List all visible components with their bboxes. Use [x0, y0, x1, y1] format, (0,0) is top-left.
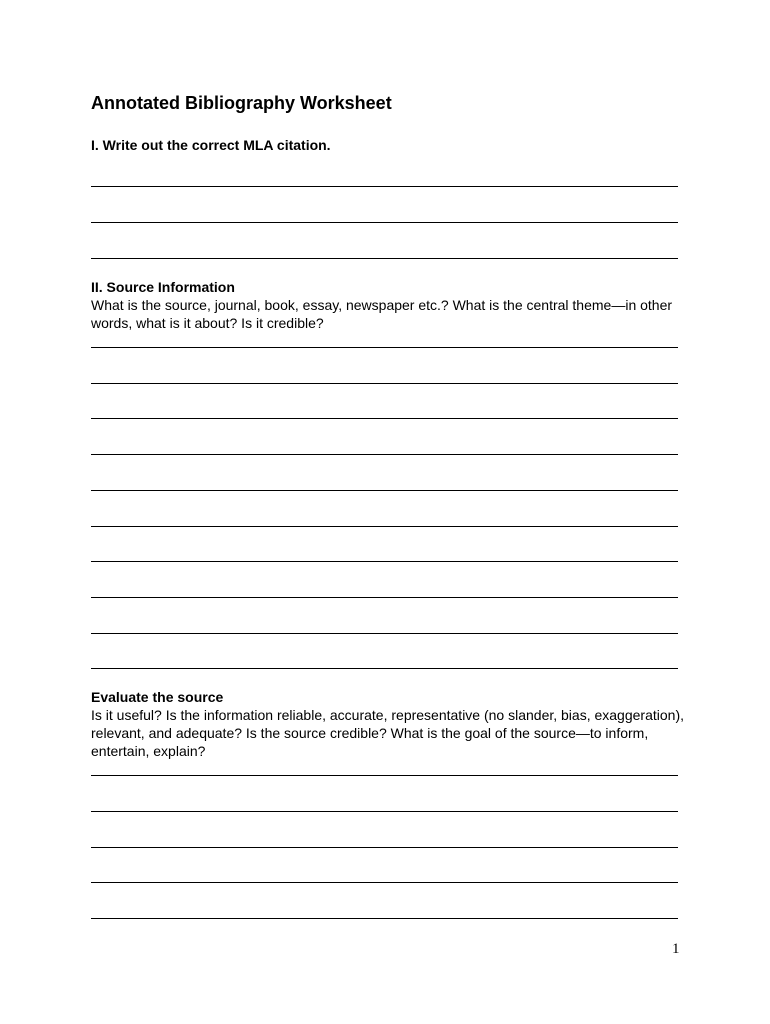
source-info-line-1[interactable] [91, 347, 678, 348]
source-info-line-9[interactable] [91, 633, 678, 634]
source-info-line-10[interactable] [91, 668, 678, 669]
citation-heading: I. Write out the correct MLA citation. [91, 137, 331, 153]
source-info-line-3[interactable] [91, 418, 678, 419]
evaluate-line-3[interactable] [91, 847, 678, 848]
source-info-line-7[interactable] [91, 561, 678, 562]
evaluate-heading: Evaluate the source [91, 689, 224, 705]
source-info-line-4[interactable] [91, 454, 678, 455]
source-info-prompt: What is the source, journal, book, essay, newspaper etc.? What is the central theme—in other words, what is it about? Is it credible? [91, 297, 673, 331]
citation-line-1[interactable] [91, 186, 678, 187]
source-info-heading: II. Source Information [91, 279, 235, 295]
evaluate-line-1[interactable] [91, 775, 678, 776]
evaluate-prompt: Is it useful? Is the information reliable, accurate, representative (no slander, bias, exaggeration), relevant, and adequate? Is the source credible? What is the goal of the source—to inform, entertain, explain? [91, 707, 684, 759]
source-info-line-8[interactable] [91, 597, 678, 598]
evaluate-line-2[interactable] [91, 811, 678, 812]
citation-line-2[interactable] [91, 222, 678, 223]
source-info-line-5[interactable] [91, 490, 678, 491]
page-title: Annotated Bibliography Worksheet [91, 93, 392, 113]
source-info-line-6[interactable] [91, 526, 678, 527]
source-info-line-2[interactable] [91, 383, 678, 384]
page-number: 1 [672, 941, 680, 957]
citation-line-3[interactable] [91, 258, 678, 259]
evaluate-line-4[interactable] [91, 882, 678, 883]
evaluate-line-5[interactable] [91, 918, 678, 919]
